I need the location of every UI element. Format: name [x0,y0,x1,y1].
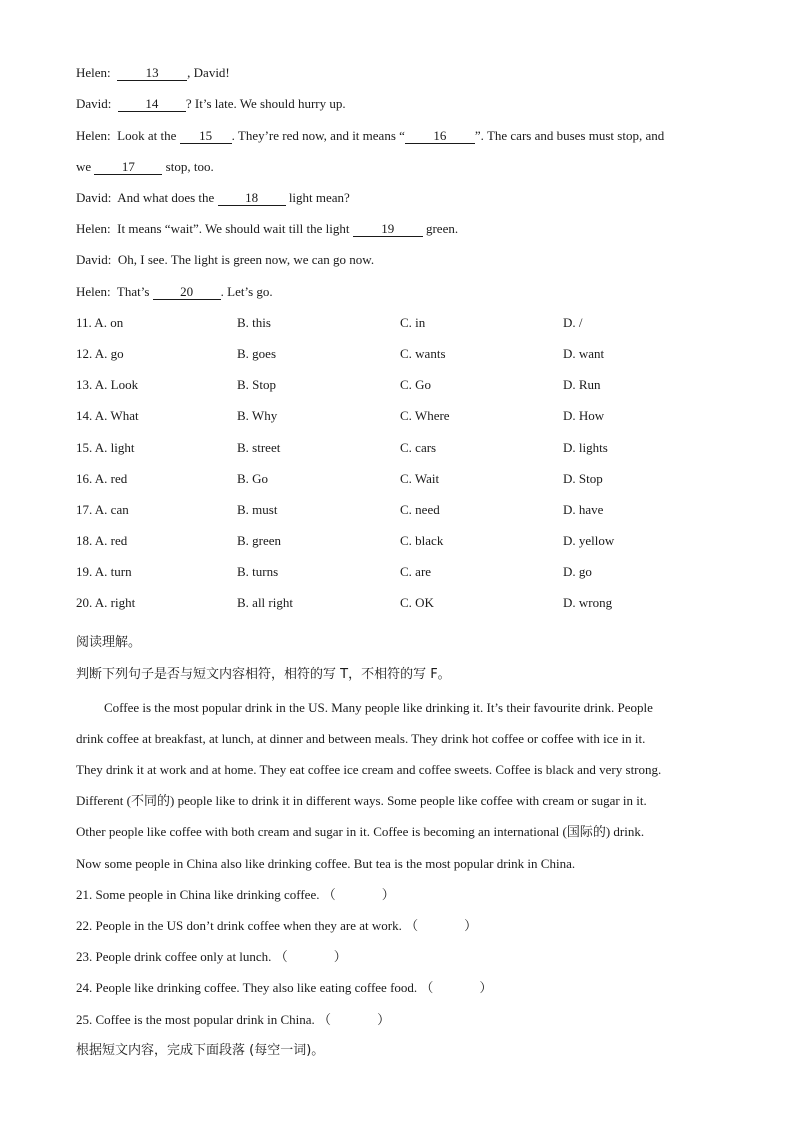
option-13-d[interactable]: D. Run [563,377,601,392]
dialogue-line-7: David: Oh, I see. The light is green now, we can go now. [76,252,375,267]
instruction: 判断下列句子是否与短文内容相符，相符的写 T，不相符的写 F。 [76,667,451,682]
option-19-b[interactable]: B. turns [237,564,279,579]
option-11-a[interactable]: 11. A. on [76,315,124,330]
speaker: we [76,159,92,174]
dialogue-line-4: we 17 stop, too. [76,159,214,174]
blank-14[interactable]: 14 [118,97,186,112]
blank-17[interactable]: 17 [94,160,162,175]
option-12-a[interactable]: 12. A. go [76,346,124,361]
blank-15[interactable]: 15 [180,129,232,144]
option-19-a[interactable]: 19. A. turn [76,564,132,579]
option-12-d[interactable]: D. want [563,346,605,361]
blank-16[interactable]: 16 [405,129,475,144]
option-14-a[interactable]: 14. A. What [76,408,139,423]
question-24: 24. People like drinking coffee. They also like eating coffee food. （ ） [76,980,493,995]
blank-18[interactable]: 18 [218,191,286,206]
speaker: David: [76,252,112,267]
passage-line-1: Coffee is the most popular drink in the US. Many people like drinking it. It’s their favourite drink. People [104,700,653,715]
speaker: David: [76,190,112,205]
next-instruction: 根据短文内容，完成下面段落 (每空一词)。 [76,1043,325,1058]
option-20-c[interactable]: C. OK [400,595,434,610]
option-13-a[interactable]: 13. A. Look [76,377,139,392]
option-18-c[interactable]: C. black [400,533,444,548]
passage-line-2: drink coffee at breakfast, at lunch, at dinner and between meals. They drink hot coffee or coffee with ice in it. [76,731,646,746]
option-19-c[interactable]: C. are [400,564,432,579]
speaker: Helen: [76,128,111,143]
option-13-c[interactable]: C. Go [400,377,432,392]
option-16-b[interactable]: B. Go [237,471,269,486]
option-11-c[interactable]: C. in [400,315,426,330]
speaker: David: [76,96,112,111]
passage-line-4: Different (不同的) people like to drink it in different ways. Some people like coffee with cream or sugar in it. [76,793,647,808]
option-12-c[interactable]: C. wants [400,346,446,361]
option-13-b[interactable]: B. Stop [237,377,277,392]
option-18-d[interactable]: D. yellow [563,533,615,548]
option-17-d[interactable]: D. have [563,502,604,517]
question-25: 25. Coffee is the most popular drink in China. （ ） [76,1012,391,1027]
option-15-b[interactable]: B. street [237,440,281,455]
dialogue-line-5: David: And what does the 18 light mean? [76,190,350,205]
dialogue-line-6: Helen: It means “wait”. We should wait till the light 19 green. [76,221,459,236]
question-21: 21. Some people in China like drinking coffee. （ ） [76,887,395,902]
section-title: 阅读理解。 [76,635,142,650]
blank-13[interactable]: 13 [117,66,187,81]
option-12-b[interactable]: B. goes [237,346,276,361]
option-18-a[interactable]: 18. A. red [76,533,128,548]
dialogue-line-1: Helen: 13 , David! [76,65,230,80]
question-22: 22. People in the US don’t drink coffee when they are at work. （ ） [76,918,478,933]
option-20-d[interactable]: D. wrong [563,595,613,610]
option-18-b[interactable]: B. green [237,533,282,548]
option-20-a[interactable]: 20. A. right [76,595,136,610]
option-11-b[interactable]: B. this [237,315,271,330]
option-15-a[interactable]: 15. A. light [76,440,135,455]
option-11-d[interactable]: D. / [563,315,583,330]
dialogue-line-8: Helen: That’s 20 . Let’s go. [76,284,273,299]
option-14-c[interactable]: C. Where [400,408,450,423]
passage-line-5: Other people like coffee with both cream and sugar in it. Coffee is becoming an international (国际的) drink. [76,824,645,839]
option-15-c[interactable]: C. cars [400,440,437,455]
option-20-b[interactable]: B. all right [237,595,293,610]
dialogue-line-2: David: 14 ? It’s late. We should hurry up. [76,96,346,111]
option-17-a[interactable]: 17. A. can [76,502,129,517]
speaker: Helen: [76,65,111,80]
passage-line-6: Now some people in China also like drinking coffee. But tea is the most popular drink in China. [76,856,576,871]
dialogue-line-3: Helen: Look at the 15 . They’re red now, and it means “ 16 ”. The cars and buses must stop, and [76,128,665,143]
option-16-a[interactable]: 16. A. red [76,471,128,486]
blank-19[interactable]: 19 [353,222,423,237]
speaker: Helen: [76,284,111,299]
option-16-c[interactable]: C. Wait [400,471,440,486]
option-17-b[interactable]: B. must [237,502,278,517]
option-19-d[interactable]: D. go [563,564,592,579]
option-14-b[interactable]: B. Why [237,408,278,423]
blank-20[interactable]: 20 [153,285,221,300]
option-16-d[interactable]: D. Stop [563,471,603,486]
passage-line-3: They drink it at work and at home. They eat coffee ice cream and coffee sweets. Coffee is black and very strong. [76,762,662,777]
speaker: Helen: [76,221,111,236]
option-15-d[interactable]: D. lights [563,440,608,455]
option-17-c[interactable]: C. need [400,502,440,517]
option-14-d[interactable]: D. How [563,408,605,423]
question-23: 23. People drink coffee only at lunch. （ ） [76,949,347,964]
